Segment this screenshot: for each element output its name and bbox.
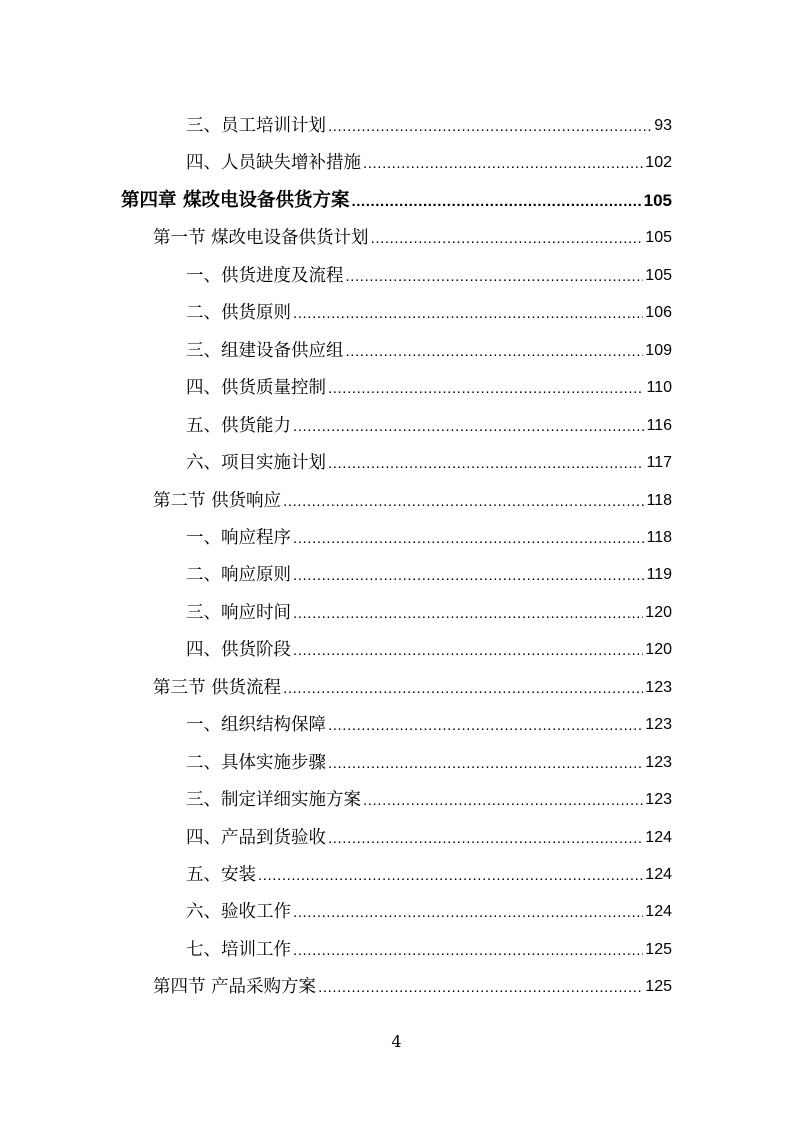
- toc-entry-title: 第三节 供货流程: [153, 677, 282, 698]
- toc-dot-leader: [328, 381, 644, 397]
- toc-entry-page: 109: [645, 341, 672, 359]
- toc-entry-page: 124: [645, 828, 672, 846]
- toc-entry[interactable]: [153, 668, 672, 698]
- toc-entry-page: 110: [646, 379, 672, 397]
- toc-entry[interactable]: [186, 892, 672, 922]
- toc-entry[interactable]: [153, 218, 672, 248]
- toc-dot-leader: [328, 456, 644, 472]
- toc-entry[interactable]: [186, 331, 672, 361]
- toc-entry-page: 105: [645, 229, 672, 247]
- toc-entry-title: 五、安装: [186, 865, 256, 885]
- toc-entry-page: 125: [645, 978, 672, 996]
- toc-dot-leader: [293, 568, 644, 584]
- toc-entry[interactable]: [186, 855, 672, 885]
- toc-entry-page: 105: [643, 190, 672, 210]
- toc-dot-leader: [293, 943, 643, 959]
- toc-dot-leader: [346, 344, 644, 360]
- toc-entry[interactable]: [186, 930, 672, 960]
- toc-dot-leader: [258, 868, 643, 884]
- toc-entry-page: 105: [645, 266, 672, 284]
- toc-entry-title: 六、项目实施计划: [186, 453, 326, 474]
- toc-entry[interactable]: [186, 293, 672, 323]
- toc-entry-title: 三、员工培训计划: [186, 116, 326, 136]
- toc-dot-leader: [293, 606, 643, 622]
- toc-entry-page: 120: [645, 641, 672, 659]
- toc-entry-title: 四、产品到货验收: [186, 827, 326, 848]
- toc-dot-leader: [283, 681, 643, 697]
- toc-dot-leader: [293, 643, 643, 659]
- toc-entry-page: 123: [645, 716, 672, 734]
- toc-entry-title: 三、组建设备供应组: [186, 340, 344, 361]
- toc-entry-title: 四、人员缺失增补措施: [186, 153, 361, 174]
- toc-entry-page: 119: [646, 566, 672, 584]
- toc-entry-page: 116: [646, 416, 672, 434]
- toc-entry-title: 三、响应时间: [186, 602, 291, 623]
- toc-entry[interactable]: [186, 518, 672, 548]
- toc-entry-title: 第四章 煤改电设备供货方案: [121, 189, 350, 211]
- toc-dot-leader: [363, 793, 643, 809]
- toc-dot-leader: [328, 831, 643, 847]
- toc-dot-leader: [328, 718, 643, 734]
- toc-dot-leader: [346, 269, 644, 285]
- toc-entry-title: 四、供货质量控制: [186, 378, 326, 399]
- toc-entry-page: 118: [646, 491, 672, 509]
- toc-entry-title: 第四节 产品采购方案: [153, 977, 317, 998]
- toc-entry-page: 125: [645, 940, 672, 958]
- toc-entry[interactable]: [186, 743, 672, 773]
- toc-dot-leader: [283, 494, 644, 510]
- toc-dot-leader: [293, 419, 644, 435]
- toc-entry-page: 117: [646, 454, 672, 472]
- toc-dot-leader: [318, 980, 643, 996]
- toc-entry[interactable]: [153, 481, 672, 511]
- toc-entry-title: 第一节 煤改电设备供货计划: [153, 228, 369, 249]
- toc-dot-leader: [328, 119, 652, 135]
- toc-entry-title: 二、供货原则: [186, 303, 291, 324]
- toc-entry-title: 三、制定详细实施方案: [186, 790, 361, 811]
- toc-entry-page: 106: [645, 304, 672, 322]
- toc-entry-page: 123: [645, 678, 672, 696]
- toc-entry-title: 二、具体实施步骤: [186, 752, 326, 773]
- toc-entry[interactable]: [186, 443, 672, 473]
- toc-dot-leader: [363, 156, 643, 172]
- toc-entry[interactable]: [186, 555, 672, 585]
- toc-entry[interactable]: [153, 967, 672, 997]
- toc-entry-page: 93: [654, 117, 672, 134]
- toc-entry-title: 六、验收工作: [186, 902, 291, 923]
- page-number: 4: [391, 1032, 402, 1051]
- toc-entry[interactable]: [186, 143, 672, 173]
- toc-entry[interactable]: [186, 256, 672, 286]
- toc-entry-title: 一、响应程序: [186, 527, 291, 548]
- toc-entry-title: 一、供货进度及流程: [186, 265, 344, 286]
- toc-entry-page: 124: [645, 903, 672, 921]
- toc-entry[interactable]: [186, 780, 672, 810]
- toc-entry[interactable]: [186, 368, 672, 398]
- toc-dot-leader: [293, 905, 643, 921]
- toc-entry[interactable]: [186, 705, 672, 735]
- toc-entry-page: 118: [646, 528, 672, 546]
- toc-entry[interactable]: [186, 593, 672, 623]
- toc-entry[interactable]: [121, 181, 672, 211]
- toc-entry[interactable]: [186, 406, 672, 436]
- toc-entry-title: 第二节 供货响应: [153, 490, 282, 511]
- toc-dot-leader: [351, 194, 641, 210]
- toc-entry-page: 102: [645, 154, 672, 172]
- toc-dot-leader: [328, 756, 643, 772]
- toc-entry[interactable]: [186, 818, 672, 848]
- toc-dot-leader: [293, 531, 644, 547]
- toc-entry[interactable]: [186, 630, 672, 660]
- toc-dot-leader: [293, 306, 643, 322]
- toc-dot-leader: [371, 231, 644, 247]
- toc-entry[interactable]: [186, 106, 672, 136]
- toc-entry-page: 124: [645, 866, 672, 883]
- toc-entry-title: 七、培训工作: [186, 939, 291, 960]
- toc-entry-title: 五、供货能力: [186, 415, 291, 436]
- toc-entry-page: 123: [645, 791, 672, 809]
- toc-entry-title: 二、响应原则: [186, 565, 291, 586]
- toc-entry-title: 四、供货阶段: [186, 640, 291, 661]
- toc-entry-page: 123: [645, 753, 672, 771]
- toc-entry-page: 120: [645, 603, 672, 621]
- toc-entry-title: 一、组织结构保障: [186, 715, 326, 736]
